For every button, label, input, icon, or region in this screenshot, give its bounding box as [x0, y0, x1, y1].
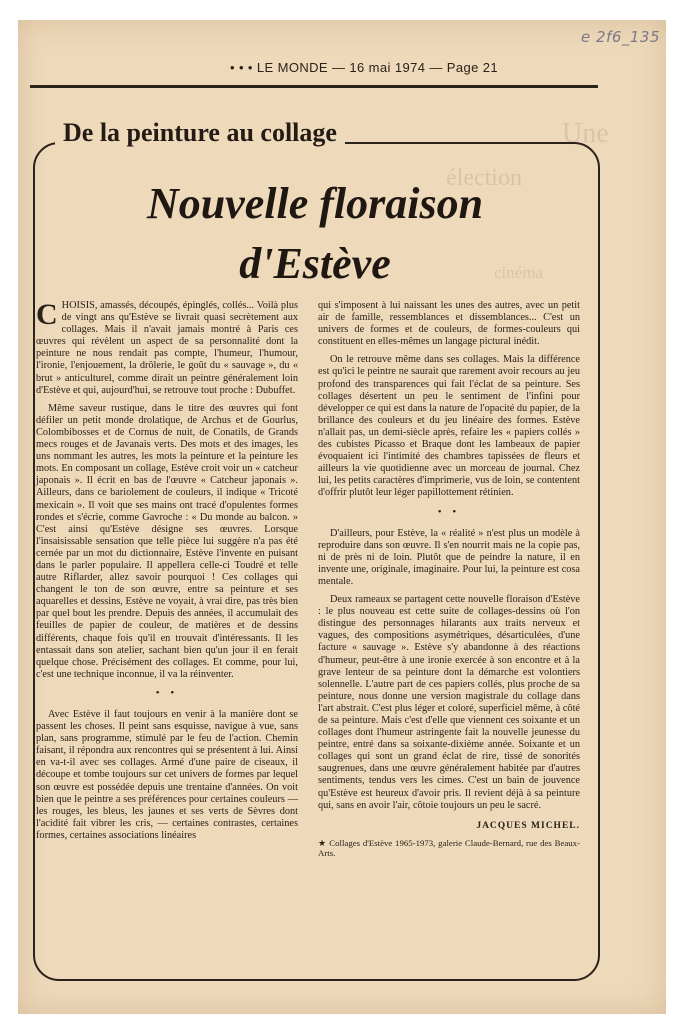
paragraph: CHOISIS, amassés, découpés, épinglés, collés... Voilà plus de vingt ans qu'Estève se livrait quasi secrètement aux collages. Mais il n'avait jamais montré à Paris ces œuvres qui révèlent un aspect de sa personnalité dont la peinture ne nous rendait pas compte, l'humeur, l'humour, l'ironie, l'enjouement, la drôlerie, le goût du « sauvage », du « brut » anticulturel, comme dirait un peintre généralement loin d'Estève et qui, aujourd'hui, se retrouve tout proche : Dubuffet. [36, 298, 298, 396]
headline-line-1: Nouvelle floraison [146, 179, 484, 228]
paragraph: Deux rameaux se partagent cette nouvelle floraison d'Estève : le plus nouveau est cette suite de collages-dessins où l'on distingue des personnages hilarants aux traits nerveux et vagues, des compositions asymétriques, désarticulées, d'une facture « sauvage ». Estève s'y abandonne à des réactions d'humeur, peut-être à une ironie exercée à son encontre et à la grave lenteur de sa peinture dont la démarche est volontiers solennelle. L'autre part de ces papiers collés, plus proche de sa peinture, nous donne une version magistrale du collage dans l'art abstrait. C'est plus léger et coloré, superficiel même, à côté de sa peinture. Mais c'est d'elle que viennent ces soixante et un collages dont l'humeur astringente fait la nouvelle jeunesse du peintre, entré dans sa soixante-dixième année. Soixante et un collages qui sont un grand éclat de rire, tissé de sonorités saugrenues, dans une œuvre généralement habitée par d'autres sentiments, tendus vers les cimes. C'est un bain de jouvence qu'Estève est heureux d'avoir pris. Il revient déjà à sa peinture qui, sans en avoir l'air, côtoie toujours un peu le sacré. [318, 594, 580, 811]
archive-pencil-note: e 2f6_135 [581, 28, 660, 46]
article-column-left [36, 300, 298, 848]
paragraph: D'ailleurs, pour Estève, la « réalité » n'est plus un modèle à reproduire dans son œuvre. Il s'en nourrit mais ne la copie pas, ni de près ni de loin. Plutôt que de peindre la nature, il en invente une, originale, imaginaire. Pour lui, la peinture est cosa mentale. [318, 527, 580, 587]
kicker-title: De la peinture au collage [55, 118, 345, 148]
masthead: • • • LE MONDE — 16 mai 1974 — Page 21 [230, 60, 499, 75]
author-signature: JACQUES MICHEL. [476, 820, 580, 831]
drop-cap: C [36, 298, 58, 331]
article-column-right [318, 300, 580, 858]
paragraph: Avec Estève il faut toujours en venir à la manière dont se passent les choses. Il peint sans esquisse, navigue à vue, sans plan, sans programme, stimulé par le feu de l'action. Chemin faisant, il répondra aux rencontres qui se présentent à lui. Ainsi en va-t-il avec ses collages. Armé d'une paire de ciseaux, il découpe et tombe toujours sur cet univers de formes par lequel son œuvre est possédée depuis une trentaine d'années. On voit bien que le peintre a ses préférences pour certaines couleurs — les rouges, les bleus, les jaunes et ses verts de Sèvres dont l'acidité fait vibrer les cris, — certaines contrastes, certaines formes, certaines associations linéaires [36, 709, 298, 841]
paragraph: Même saveur rustique, dans le titre des œuvres qui font défiler un petit monde drolatique, de Archus et de Gourlus, Colombibosses et de Cornus de nuit, de Conatils, de Grands mecs rouges et de Javanais verts. Des mots et des images, les uns nommant les autres, les mots la peinture et la peinture les mots. En composant un collage, Estève croit voir un « catcheur japonais ». Il écrit en bas de l'œuvre « Catcheur japonais ». Ailleurs, dans ce bariolement de couleurs, il indique « Tricoté mexicain ». Il voit que ses mains ont tracé d'opulentes formes rondes et s'écrie, comme Gavroche : « Du monde au balcon. » C'est ainsi qu'Estève désigne ses œuvres. Lorsque l'insaisissable sensation que telle pièce lui suggère n'a pas été cernée par un mot du dictionnaire, Estève l'invente en puisant dans le parler populaire. Il appellera celle-ci Toudré et telle autre Riflarder, allez savoir pourquoi ! Ces collages qui changent le ton de son œuvre, entre sa peinture et ses aquarelles et dessins, Estève ne voyait, à vrai dire, pas très bien par quel bout les prendre. Depuis des années, il accumulait des feuilles de papier de couleur, de matières et de dessins différents, chaque fois qu'il en trouvait d'intéressants. Il les entassait dans son atelier, sachant bien qu'un jour il en ferait quelque chose. Précisément des collages. Et comme, pour lui, c'est une technique inconnue, il va la réinventer. [36, 402, 298, 680]
headline-line-2: d'Estève [239, 239, 391, 288]
paragraph: On le retrouve même dans ses collages. Mais la différence est qu'ici le peintre ne saurait que rarement avoir recours au jeu profond des transparences qui fait l'éclat de sa peinture. Ses collages désertent un peu le sentiment de l'infini pour développer ce qui est dans la nature de l'opacité du papier, de la brillance des couleurs et du jeu linéaire des formes. Estève n'allait pas, un demi-siècle après, refaire les « papiers collés » des cubistes Picasso et Braque dont les lambeaux de papier évoquaient ici l'intimité des chambres tapissées de fleurs et ailleurs la vie quotidienne avec un morceau de journal. Chez lui, les petits caractères d'imprimerie, vus de loin, se contentent d'offrir plutôt leur léger papillottement rétinien. [318, 354, 580, 499]
section-separator: • • [437, 505, 461, 518]
paragraph: qui s'imposent à lui naissant les unes des autres, avec un petit air de famille, ressemblances et dissemblances... C'est un univers de formes et de couleurs, de formes-couleurs qui constituent en elles-mêmes un langage pictural inédit. [318, 300, 580, 348]
bleed-through-text: élection [446, 165, 522, 191]
masthead-rule [30, 85, 598, 88]
section-separator: • • [155, 686, 179, 699]
bleed-through-text: cinéma [494, 263, 544, 282]
exhibition-footnote: ★ Collages d'Estève 1965-1973, galerie Claude-Bernard, rue des Beaux-Arts. [318, 837, 580, 858]
bleed-through-text: Une [562, 118, 609, 149]
